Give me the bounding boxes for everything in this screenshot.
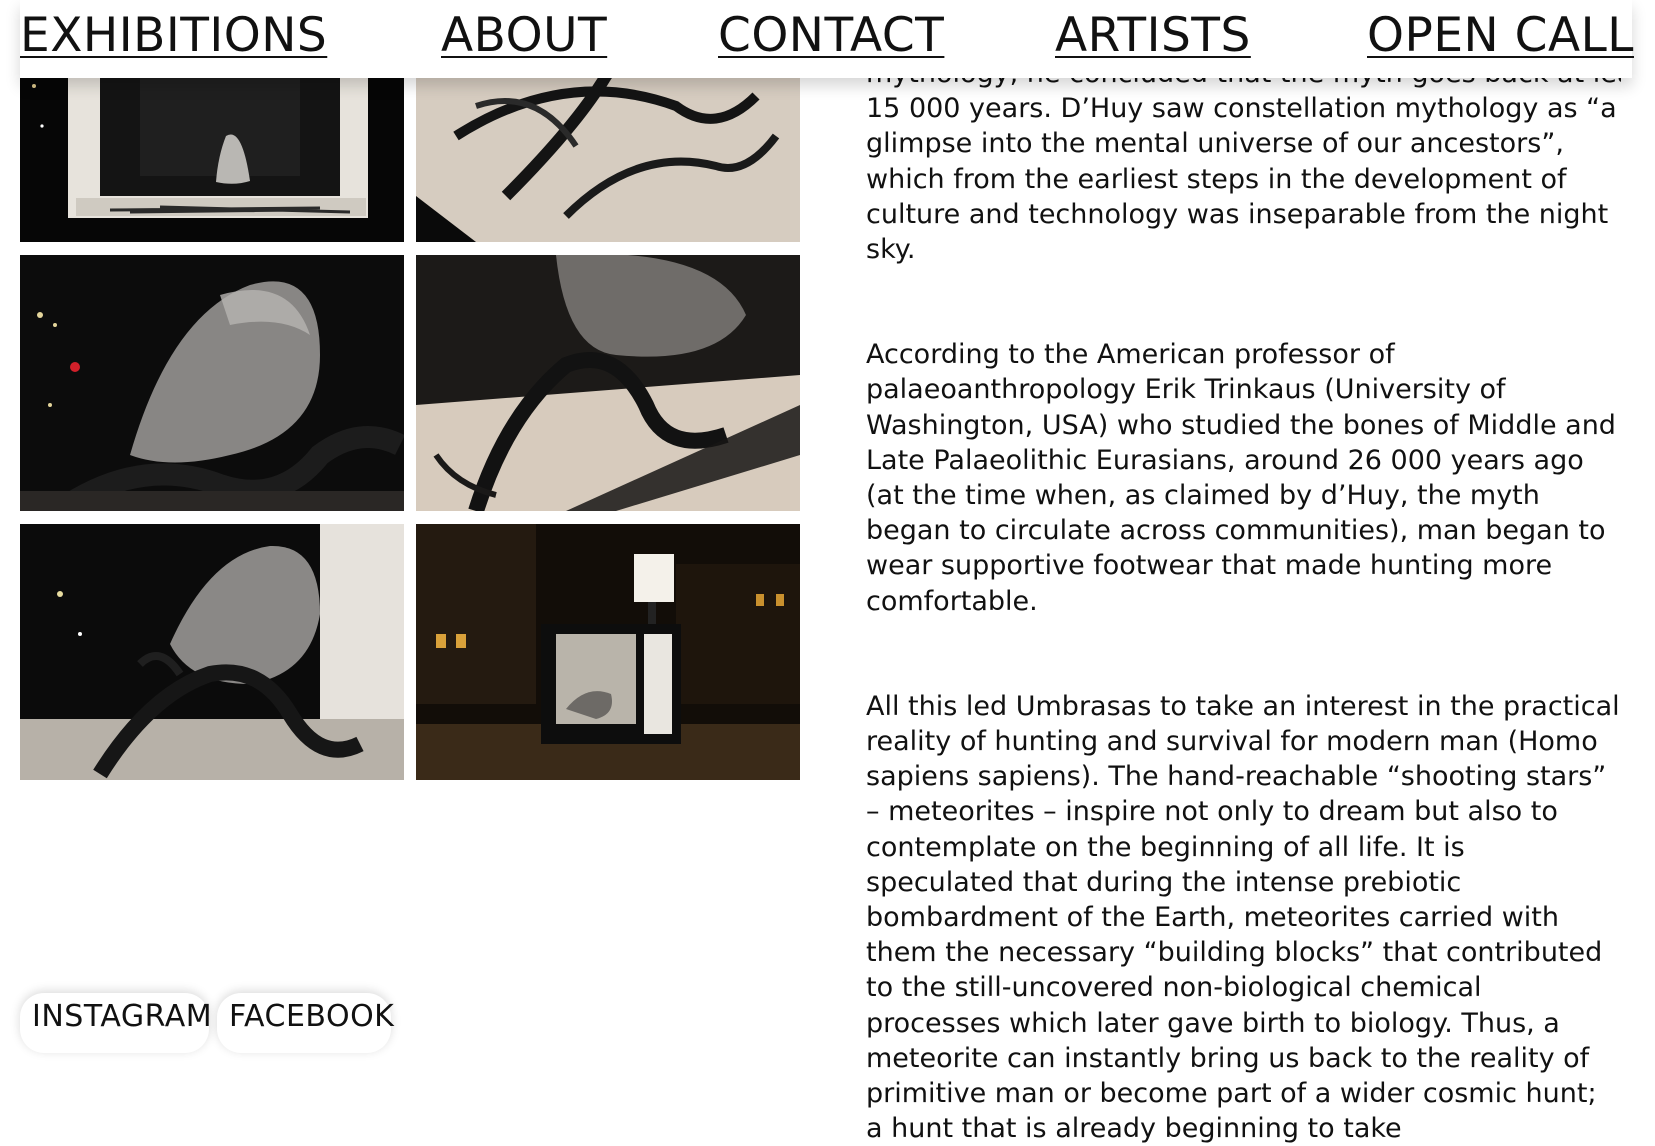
article-paragraph-1: 15 000 years. D’Huy saw constellation mythology as “a glimpse into the mental universe of our ancestors”, which from the earliest steps in the development of culture and technology was inseparable from the night sky. xyxy=(866,93,1617,265)
article-paragraph-3: All this led Umbrasas to take an interest in the practical reality of hunting and survival for modern man (Homo sapiens sapiens). The hand-reachable “shooting stars” – meteorites – inspire not only to dream but also to contemplate on the beginning of all life. It is speculated that during the intense prebiotic bombardment of the Earth, meteorites carried with them the necessary “building blocks” that contributed to the still-uncovered non-biological chemical processes which later gave birth to biology. Thus, a meteorite can instantly bring us back to the reality of primitive man or become part of a wider cosmic hunt; a hunt that is already beginning to take xyxy=(866,690,1620,1145)
facebook-link[interactable]: FACEBOOK xyxy=(217,993,391,1053)
nav-link-exhibitions[interactable]: EXHIBITIONS xyxy=(20,8,328,63)
gallery-photo-5[interactable] xyxy=(20,524,404,780)
article-paragraph-2: According to the American professor of palaeoanthropology Erik Trinkaus (University of Washington, USA) who studied the bones of Middle and Late Palaeolithic Eurasians, around 26 000 years ago (at the time when, as claimed by d’Huy, the myth began to circulate across communities), man began to wear supportive footwear that made hunting more comfortable. xyxy=(866,339,1616,617)
nav-link-about[interactable]: ABOUT xyxy=(441,8,608,63)
gallery-photo-3[interactable] xyxy=(20,255,404,511)
nav-link-contact[interactable]: CONTACT xyxy=(718,8,945,63)
gallery-photo-6[interactable] xyxy=(416,524,800,780)
nav-link-open-call[interactable]: OPEN CALL xyxy=(1367,8,1634,63)
article-body xyxy=(866,56,1621,1146)
instagram-link[interactable]: INSTAGRAM xyxy=(20,993,209,1053)
nav-link-artists[interactable]: ARTISTS xyxy=(1055,8,1251,63)
gallery-photo-4[interactable] xyxy=(416,255,800,511)
top-navigation xyxy=(20,0,1632,78)
